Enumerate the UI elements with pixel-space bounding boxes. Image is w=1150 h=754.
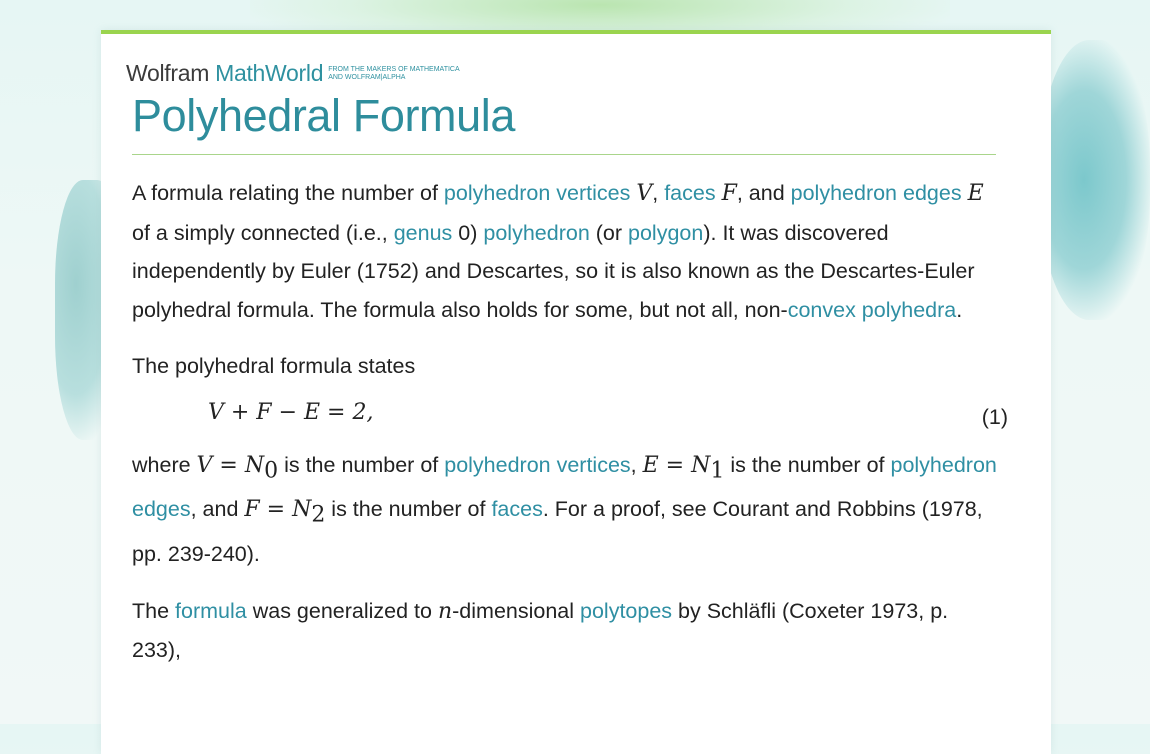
equation-1 <box>132 386 1008 446</box>
article-body <box>132 174 1008 670</box>
background-decoration-right <box>1040 40 1150 320</box>
link-polyhedron-vertices[interactable]: polyhedron vertices <box>443 181 631 205</box>
link-polyhedron-edges[interactable]: polyhedron edges <box>790 181 962 205</box>
paragraph-intro: A formula relating the number of polyhedron vertices V, faces F, and polyhedron edges E of a simply connected (i.e., genus 0) polyhedron (or polygon). It was discovered independently by Euler (1752) and Descartes, so it is also known as the Descartes-Euler polyhedral formula. The formula also holds for some, but not all, non-convex polyhedra. <box>132 181 984 322</box>
link-faces[interactable]: faces <box>664 181 716 205</box>
link-convex-polyhedra[interactable]: convex polyhedra <box>787 297 957 322</box>
title-divider <box>132 154 996 155</box>
link-polyhedron-edges-2[interactable]: polyhedron edges <box>132 452 997 522</box>
logo-wolfram-text: Wolfram <box>126 60 210 86</box>
link-faces-2[interactable]: faces <box>491 497 543 522</box>
paragraph-where: where $V = N_0$ is the number of polyhedron vertices, $E = N_1$ is the number of polyhedron edges, and $F = N_2$ is the number of faces. For a proof, see Courant and Robbins (1978, pp. 239-240). <box>132 452 997 567</box>
paragraph-states: The polyhedral formula states <box>132 354 416 378</box>
link-polyhedron-vertices-2[interactable]: polyhedron vertices <box>444 452 631 477</box>
equation-expression: V + F − E = 2, <box>208 399 374 425</box>
link-polyhedron[interactable]: polyhedron <box>483 220 590 245</box>
paragraph-generalized: The formula was generalized to n-dimensional polytopes by Schläfli (Coxeter 1973, p. 233), <box>132 598 949 663</box>
equation-number: (1) <box>981 404 1008 429</box>
link-genus[interactable]: genus <box>393 220 453 245</box>
site-logo[interactable] <box>126 60 460 87</box>
page-title: Polyhedral Formula <box>132 90 515 141</box>
logo-mathworld-text: MathWorld <box>215 60 324 86</box>
link-polygon[interactable]: polygon <box>628 220 704 245</box>
link-formula[interactable]: formula <box>175 598 247 623</box>
logo-tagline: FROM THE MAKERS OF MATHEMATICA AND WOLFRAM|ALPHA <box>328 66 460 81</box>
link-polytopes[interactable]: polytopes <box>580 598 673 623</box>
article-card <box>101 30 1051 754</box>
